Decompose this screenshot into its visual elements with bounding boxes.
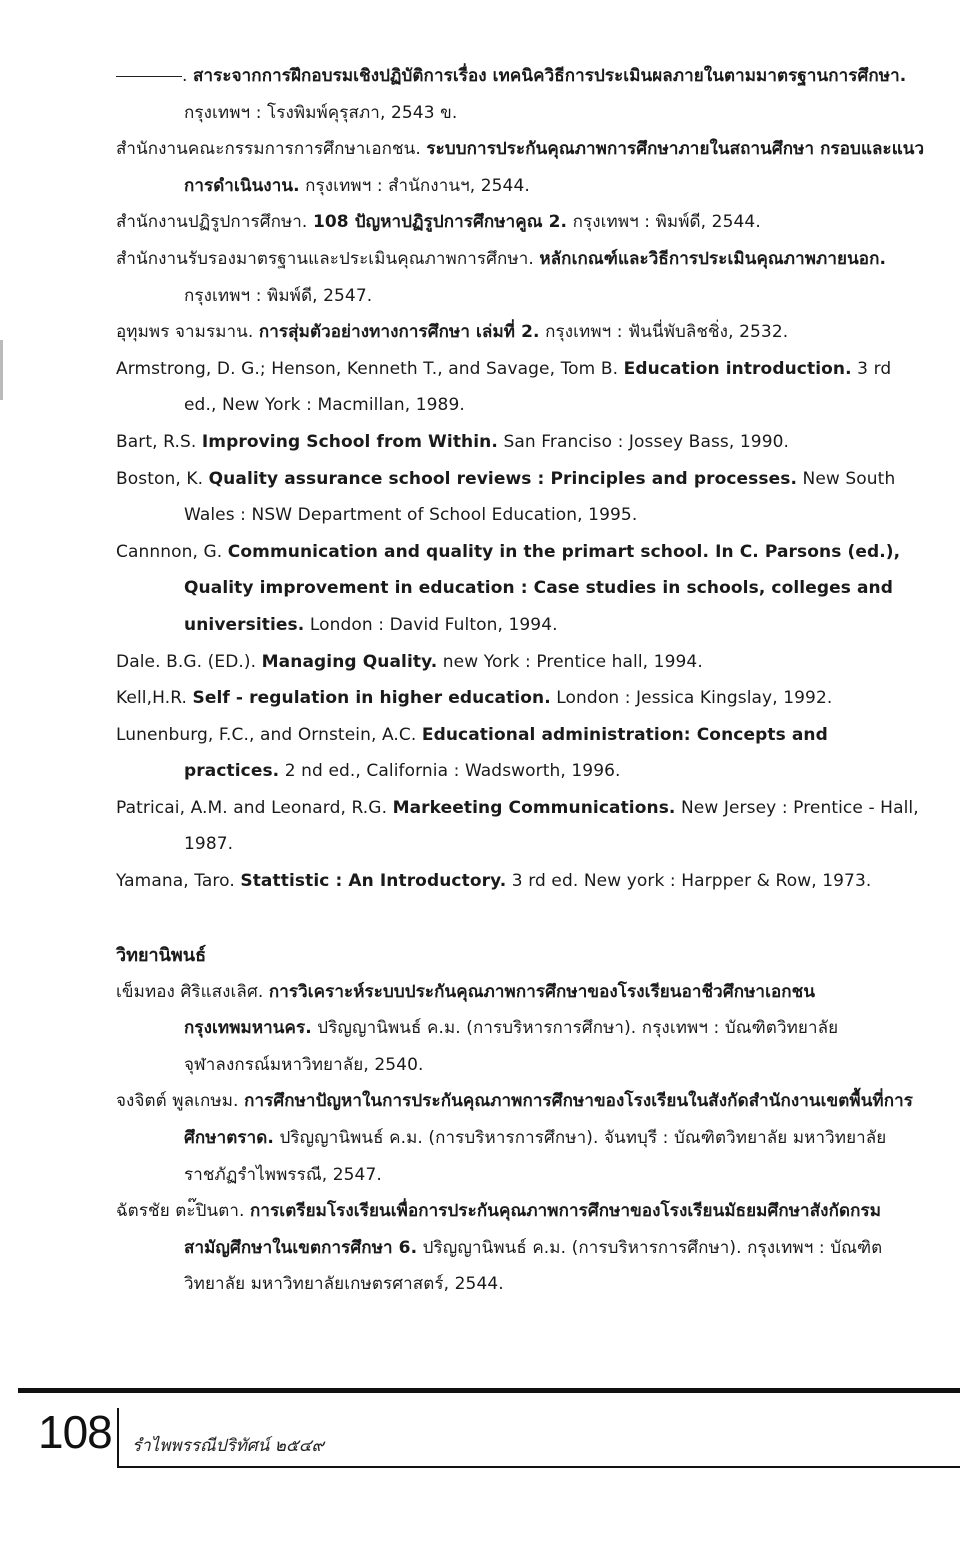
- bibliography: [116, 58, 926, 1303]
- reference-author: Kell,H.R.: [116, 688, 193, 709]
- reference-title: การเตรียมโรงเรียนเพื่อการประกันคุณภาพการศึกษาของโรงเรียนมัธยมศึกษาสังกัดกรมสามัญศึกษาในเขตการศึกษา 6.: [184, 1201, 882, 1258]
- reference-publication: London : Jessica Kingslay, 1992.: [550, 688, 833, 709]
- reference-publication: London : David Fulton, 1994.: [304, 614, 558, 635]
- reference-title: Communication and quality in the primart school. In C. Parsons (ed.), Quality improvement in education : Case studies in schools, colleges and universities.: [184, 541, 901, 635]
- reference-author: Patricai, A.M. and Leonard, R.G.: [116, 797, 393, 818]
- reference-author: Armstrong, D. G.; Henson, Kenneth T., and Savage, Tom B.: [116, 358, 624, 379]
- reference-publication: กรุงเทพฯ : โรงพิมพ์คุรุสภา, 2543 ข.: [184, 102, 458, 123]
- reference-publication: ปริญญานิพนธ์ ค.ม. (การบริหารการศึกษา). กรุงเทพฯ : บัณฑิตวิทยาลัย จุฬาลงกรณ์มหาวิทยาลัย, 2540.: [184, 1018, 839, 1075]
- reference-title: หลักเกณฑ์และวิธีการประเมินคุณภาพภายนอก.: [539, 248, 887, 269]
- reference-entry: [116, 717, 926, 790]
- reference-title: Markeeting Communications.: [392, 797, 676, 818]
- reference-entry: [116, 204, 926, 241]
- reference-entry: [116, 680, 926, 717]
- journal-name: รำไพพรรณีปริทัศน์ ๒๕๔๙: [132, 1436, 325, 1456]
- reference-publication: กรุงเทพฯ : พิมพ์ดี, 2547.: [184, 285, 373, 306]
- reference-title: Education introduction.: [623, 358, 852, 379]
- reference-title: ระบบการประกันคุณภาพการศึกษาภายในสถานศึกษา กรอบและแนวการดำเนินงาน.: [184, 139, 925, 196]
- reference-title: Stattistic : An Introductory.: [240, 871, 507, 892]
- reference-publication: 3 rd ed. New york : Harpper & Row, 1973.: [506, 871, 872, 892]
- reference-title: การสุ่มตัวอย่างทางการศึกษา เล่มที่ 2.: [258, 322, 540, 343]
- reference-publication: New South Wales : NSW Department of School Education, 1995.: [184, 468, 896, 526]
- reference-entry: [116, 131, 926, 204]
- reference-author: Yamana, Taro.: [116, 871, 241, 892]
- reference-title: Educational administration: Concepts and practices.: [184, 724, 828, 782]
- footer-divider: [117, 1408, 119, 1468]
- reference-author: อุทุมพร จามรมาน.: [116, 322, 259, 343]
- reference-publication: San Franciso : Jossey Bass, 1990.: [497, 431, 790, 452]
- reference-publication: กรุงเทพฯ : พิมพ์ดี, 2544.: [567, 212, 761, 233]
- reference-author: เข็มทอง ศิริแสงเลิศ.: [116, 981, 269, 1002]
- reference-entry: [116, 461, 926, 534]
- reference-title: Quality assurance school reviews : Principles and processes.: [208, 468, 798, 489]
- reference-author: Bart, R.S.: [116, 431, 202, 452]
- page-number: 108: [38, 1406, 112, 1458]
- reference-entry: [116, 314, 926, 351]
- reference-author: สำนักงานรับรองมาตรฐานและประเมินคุณภาพการศึกษา.: [116, 248, 540, 269]
- reference-author: Dale. B.G. (ED.).: [116, 651, 262, 672]
- reference-publication: 3 rd ed., New York : Macmillan, 1989.: [184, 358, 892, 416]
- reference-publication: New Jersey : Prentice - Hall, 1987.: [184, 797, 919, 855]
- reference-publication: new York : Prentice hall, 1994.: [437, 651, 703, 672]
- reference-author: Lunenburg, F.C., and Ornstein, A.C.: [116, 724, 422, 745]
- reference-title: Self - regulation in higher education.: [192, 688, 551, 709]
- reference-list: [116, 58, 926, 900]
- reference-publication: ปริญญานิพนธ์ ค.ม. (การบริหารการศึกษา). จันทบุรี : บัณฑิตวิทยาลัย มหาวิทยาลัยราชภัฏรำไพพรรณี, 2547.: [184, 1128, 887, 1185]
- reference-entry: [116, 351, 926, 424]
- reference-entry: [116, 241, 926, 314]
- reference-entry: [116, 790, 926, 863]
- reference-entry: [116, 1193, 926, 1303]
- reference-entry: [116, 863, 926, 900]
- reference-author: สำนักงานคณะกรรมการการศึกษาเอกชน.: [116, 139, 427, 160]
- reference-author: จงจิตต์ พูลเกษม.: [116, 1091, 245, 1112]
- footer-underline: [119, 1466, 960, 1468]
- reference-title: Managing Quality.: [261, 651, 438, 672]
- repeat-author-dash: [116, 76, 182, 77]
- thesis-list: [116, 974, 926, 1303]
- reference-entry: . สาระจากการฝึกอบรมเชิงปฏิบัติการเรื่อง เทคนิควิธีการประเมินผลภายในตามมาตรฐานการศึกษา. กรุงเทพฯ : โรงพิมพ์คุรุสภา, 2543 ข.: [116, 58, 926, 131]
- reference-title: การศึกษาปัญหาในการประกันคุณภาพการศึกษาของโรงเรียนในสังกัดสำนักงานเขตพื้นที่การศึกษาตราด.: [184, 1091, 913, 1149]
- reference-publication: ปริญญานิพนธ์ ค.ม. (การบริหารการศึกษา). กรุงเทพฯ : บัณฑิตวิทยาลัย มหาวิทยาลัยเกษตรศาสตร์, 2544.: [184, 1237, 883, 1295]
- reference-entry: [116, 534, 926, 644]
- reference-title: 108 ปัญหาปฏิรูปการศึกษาคูณ 2.: [312, 212, 568, 233]
- reference-publication: กรุงเทพฯ : ฟันนี่พับลิชชิ่ง, 2532.: [539, 322, 789, 343]
- reference-author: Boston, K.: [116, 468, 209, 489]
- scan-edge-mark: [0, 340, 3, 400]
- reference-author: ฉัตรชัย ตะ๊ปินตา.: [116, 1201, 251, 1222]
- reference-title: Improving School from Within.: [201, 431, 498, 452]
- reference-author: สำนักงานปฏิรูปการศึกษา.: [116, 212, 313, 233]
- thesis-section-heading: วิทยานิพนธ์: [116, 944, 207, 966]
- reference-entry: [116, 974, 926, 1084]
- footer-rule: [18, 1388, 960, 1393]
- reference-entry: [116, 644, 926, 681]
- reference-title: สาระจากการฝึกอบรมเชิงปฏิบัติการเรื่อง เทคนิควิธีการประเมินผลภายในตามมาตรฐานการศึกษา.: [193, 66, 907, 86]
- reference-publication: 2 nd ed., California : Wadsworth, 1996.: [279, 761, 621, 782]
- reference-author: Cannnon, G.: [116, 541, 228, 562]
- reference-entry: [116, 1083, 926, 1193]
- reference-entry: [116, 424, 926, 461]
- reference-title: การวิเคราะห์ระบบประกันคุณภาพการศึกษาของโรงเรียนอาชีวศึกษาเอกชนกรุงเทพมหานคร.: [184, 981, 816, 1039]
- reference-publication: กรุงเทพฯ : สำนักงานฯ, 2544.: [299, 175, 530, 196]
